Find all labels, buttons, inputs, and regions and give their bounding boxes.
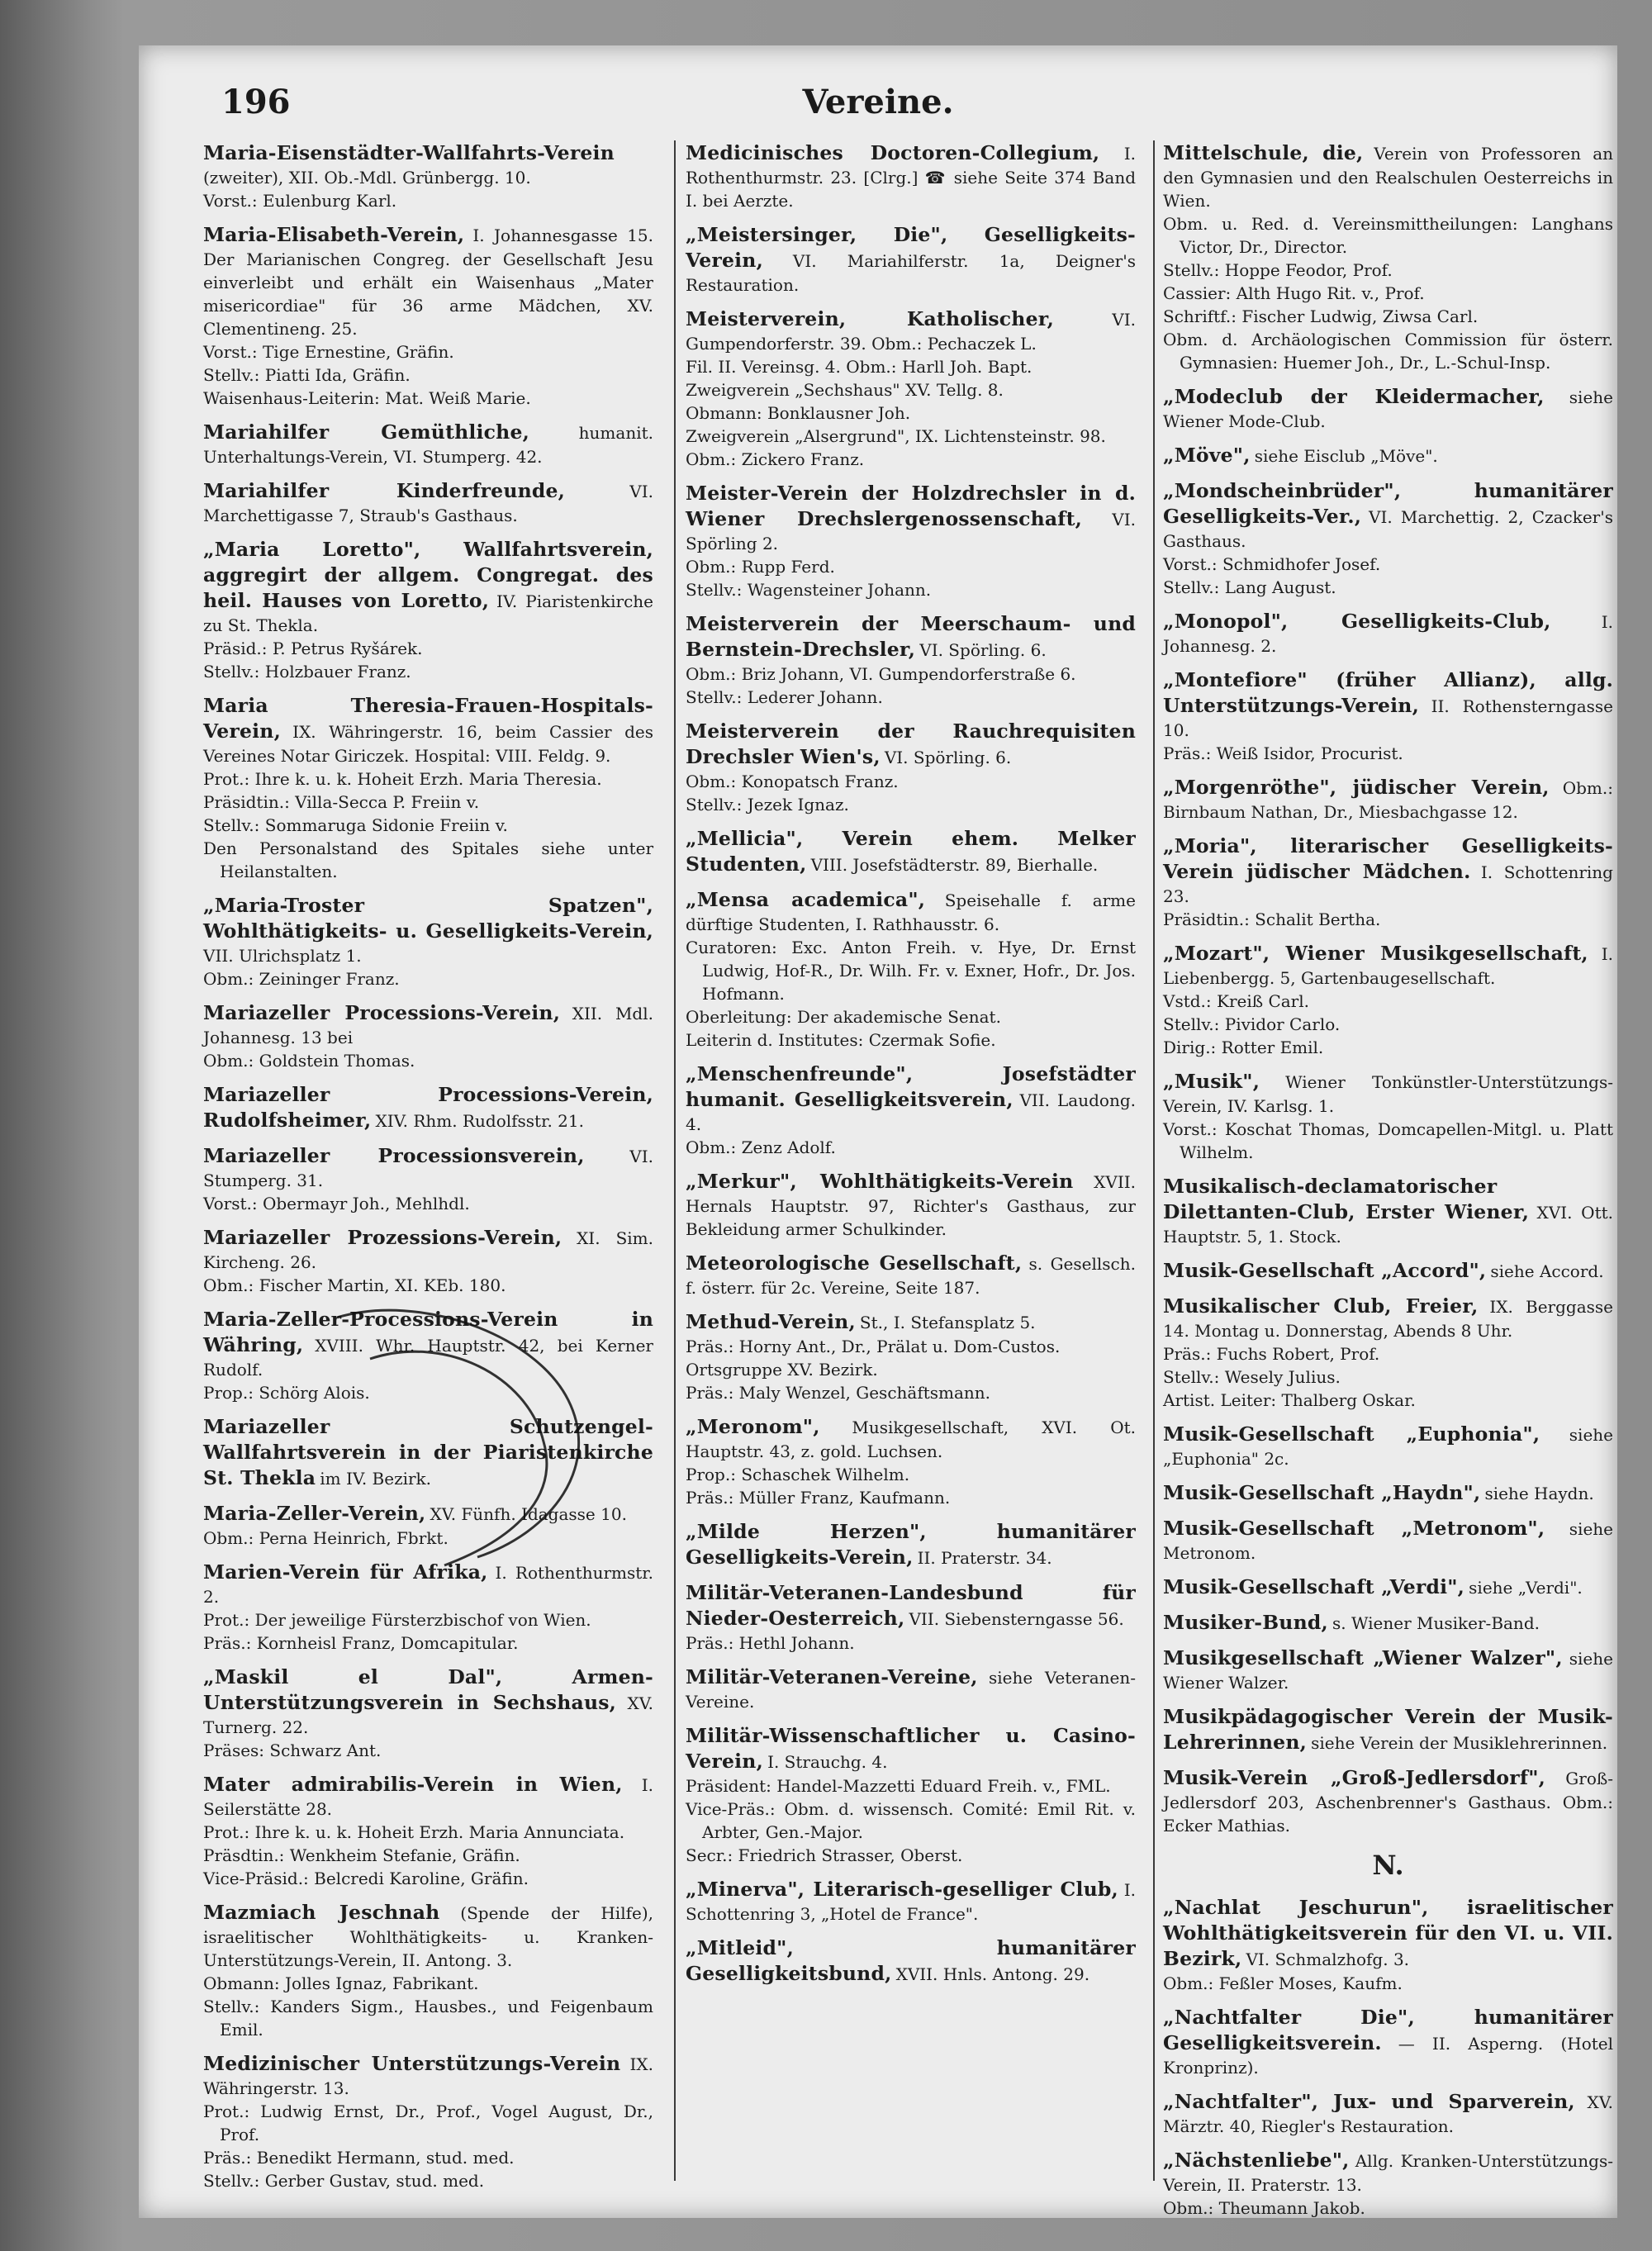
directory-entry — [1163, 941, 1613, 1059]
entry-heading: „Minerva", Literarisch-geselliger Club, — [686, 1878, 1118, 1901]
entry-detail-line: Schriftf.: Fischer Ludwig, Ziwsa Carl. — [1163, 306, 1479, 326]
directory-entry — [1163, 609, 1613, 658]
entry-heading: Meisterverein der Meerschaum- und Bernstein-Drechsler, — [686, 612, 1136, 661]
entry-heading: „Mozart", Wiener Musikgesellschaft, — [1163, 942, 1588, 965]
entry-heading: Medicinisches Doctoren-Collegium, — [686, 141, 1100, 164]
entry-heading: Militär-Veteranen-Vereine, — [686, 1665, 978, 1688]
entry-heading: Medizinischer Unterstützungs-Verein — [203, 2052, 621, 2075]
entry-heading: „Musik", — [1163, 1070, 1260, 1093]
entry-detail-line: Den Personalstand des Spitales siehe unter Heilanstalten. — [203, 838, 653, 881]
directory-entry — [686, 1169, 1136, 1241]
entry-heading: Musik-Gesellschaft „Verdi", — [1163, 1575, 1465, 1598]
entry-detail-line: Vstd.: Kreiß Carl. — [1163, 991, 1309, 1011]
entry-heading: Mariazeller Prozessions-Verein, — [203, 1226, 563, 1249]
directory-entry — [1163, 1574, 1613, 1600]
entry-detail-line: I. Johannesg. 2. — [1163, 612, 1613, 656]
directory-entry — [1163, 384, 1613, 433]
entry-detail-line: Obm.: Konopatsch Franz. — [686, 772, 899, 791]
entry-detail-line: Prot.: Ihre k. u. k. Hoheit Erzh. Maria Theresia. — [203, 769, 602, 789]
entry-detail-line: Groß-Jedlersdorf 203, Aschenbrenner's Gasthaus. Obm.: Ecker Mathias. — [1163, 1769, 1613, 1835]
entry-detail-line: XVII. Hernals Hauptstr. 97, Richter's Gasthaus, zur Bekleidung armer Schulkinder. — [686, 1172, 1136, 1239]
entry-heading: „Montefiore" (früher Allianz), allg. Unterstützungs-Verein, — [1163, 668, 1613, 717]
entry-detail-line: siehe Wiener Walzer. — [1163, 1649, 1613, 1693]
entry-heading: Maria-Zeller-Verein, — [203, 1502, 426, 1525]
entry-heading: „Modeclub der Kleidermacher, — [1163, 385, 1545, 408]
entry-detail-line: XVI. Ott. Hauptstr. 5, 1. Stock. — [1163, 1203, 1613, 1247]
column-rule — [1153, 140, 1155, 2181]
entry-detail-line: Stellv.: Gerber Gustav, stud. med. — [203, 2171, 485, 2191]
entry-detail-line: I. Johannesgasse 15. Der Marianischen Congreg. der Gesellschaft Jesu einverleibt und erhält ein Waisenhaus „Mater misericordiae" für 36 arme Mädchen, XV. Clementineng. 25. — [203, 226, 654, 339]
entry-detail-line: Oberleitung: Der akademische Senat. — [686, 1007, 1001, 1027]
entry-detail-line: Präs.: Kornheisl Franz, Domcapitular. — [203, 1633, 519, 1653]
entry-heading: Musiker-Bund, — [1163, 1611, 1328, 1634]
entry-detail-line: Fil. II. Vereinsg. 4. Obm.: Harll Joh. Bapt. — [686, 357, 1032, 377]
entry-heading: „Nächstenliebe", — [1163, 2149, 1350, 2172]
entry-detail-line: IV. Piaristenkirche zu St. Thekla. — [203, 591, 653, 635]
directory-entry — [686, 611, 1136, 709]
entry-detail-line: Prop.: Schörg Alois. — [203, 1383, 370, 1403]
entry-detail-line: (zweiter), XII. Ob.-Mdl. Grünbergg. 10. — [203, 168, 531, 188]
entry-heading: „Möve", — [1163, 444, 1251, 467]
entry-heading: „Nachtfalter Die", humanitärer Geselligkeitsverein. — [1163, 2006, 1613, 2054]
directory-entry — [686, 1251, 1136, 1299]
entry-detail-line: Obm.: Theumann Jakob. — [1163, 2198, 1365, 2218]
entry-detail-line: I. Schottenring 3, „Hotel de France". — [686, 1880, 1136, 1924]
entry-detail-line: VII. Ulrichsplatz 1. — [203, 946, 362, 966]
entry-detail-line: Ortsgruppe XV. Bezirk. — [686, 1360, 878, 1380]
directory-entry — [1163, 2148, 1613, 2220]
entry-detail-line: St., I. Stefansplatz 5. — [859, 1313, 1036, 1332]
entry-heading: „Nachlat Jeschurun", israelitischer Wohlthätigkeitsverein für den VI. u. VII. Bezirk, — [1163, 1896, 1613, 1970]
entry-detail-line: siehe „Euphonia" 2c. — [1163, 1425, 1613, 1469]
section-letter: N. — [1372, 1850, 1404, 1881]
entry-heading: Musikpädagogischer Verein der Musik-Lehrerinnen, — [1163, 1705, 1613, 1754]
directory-entry — [686, 826, 1136, 877]
entry-detail-line: siehe Metronom. — [1163, 1519, 1613, 1563]
page-number: 196 — [221, 83, 291, 121]
entry-heading: „Meronom", — [686, 1415, 820, 1438]
directory-entry — [203, 1772, 653, 1890]
entry-detail-line: s. Wiener Musiker-Band. — [1332, 1613, 1540, 1633]
entry-detail-line: I. Strauchg. 4. — [767, 1752, 888, 1772]
entry-detail-line: Obm.: Zenz Adolf. — [686, 1137, 836, 1157]
directory-entry — [1163, 1294, 1613, 1412]
entry-detail-line: Stellv.: Kanders Sigm., Hausbes., und Feigenbaum Emil. — [203, 1997, 653, 2040]
directory-entry — [203, 1900, 653, 2041]
entry-detail-line: Obmann: Jolles Ignaz, Fabrikant. — [203, 1973, 479, 1993]
entry-detail-line: XIV. Rhm. Rudolfsstr. 21. — [375, 1111, 584, 1131]
entry-detail-line: IX. Währingerstr. 13. — [203, 2054, 653, 2098]
entry-heading: Militär-Wissenschaftlicher u. Casino-Verein, — [686, 1724, 1136, 1773]
entry-heading: Musikalischer Club, Freier, — [1163, 1294, 1479, 1318]
entry-heading: Militär-Veteranen-Landesbund für Nieder-Oesterreich, — [686, 1581, 1136, 1630]
entry-detail-line: Vorst.: Tige Ernestine, Gräfin. — [203, 342, 454, 362]
entry-detail-line: Stellv.: Lang August. — [1163, 577, 1336, 597]
entry-heading: Mariahilfer Gemüthliche, — [203, 420, 530, 444]
directory-entry — [686, 1935, 1136, 1987]
entry-heading: Mariazeller Processionsverein, — [203, 1144, 585, 1167]
entry-detail-line: Leiterin d. Institutes: Czermak Sofie. — [686, 1030, 996, 1050]
entry-detail-line: Prot.: Ludwig Ernst, Dr., Prof., Vogel August, Dr., Prof. — [203, 2101, 653, 2144]
directory-entry — [686, 719, 1136, 816]
entry-detail-line: XVII. Hnls. Antong. 29. — [895, 1964, 1090, 1984]
entry-heading: „Moria", literarischer Geselligkeits-Verein jüdischer Mädchen. — [1163, 834, 1613, 883]
entry-detail-line: siehe Veteranen-Vereine. — [686, 1668, 1136, 1712]
entry-detail-line: Obm. d. Archäologischen Commission für österr. Gymnasien: Huemer Joh., Dr., L.-Schul-Insp. — [1163, 330, 1613, 373]
entry-detail-line: Vorst.: Eulenburg Karl. — [203, 191, 397, 211]
entry-detail-line: Präs.: Müller Franz, Kaufmann. — [686, 1488, 951, 1508]
entry-heading: Meisterverein, Katholischer, — [686, 307, 1054, 330]
directory-entry — [1163, 1516, 1613, 1565]
entry-heading: „Maskil el Dal", Armen-Unterstützungsverein in Sechshaus, — [203, 1665, 653, 1714]
entry-detail-line: Prop.: Schaschek Wilhelm. — [686, 1465, 910, 1484]
directory-entry — [1163, 667, 1613, 765]
entry-detail-line: Präs.: Maly Wenzel, Geschäftsmann. — [686, 1383, 991, 1403]
directory-entry — [686, 887, 1136, 1052]
entry-detail-line: Stellv.: Sommaruga Sidonie Freiin v. — [203, 815, 508, 835]
directory-entry — [1163, 1610, 1613, 1636]
directory-entry — [686, 1580, 1136, 1655]
directory-entry — [1163, 478, 1613, 599]
entry-detail-line: XV. Turnerg. 22. — [203, 1693, 653, 1737]
entry-detail-line: VI. Schmalzhofg. 3. — [1246, 1949, 1410, 1969]
directory-entry — [203, 537, 653, 683]
entry-heading: Meisterverein der Rauchrequisiten Drechsler Wien's, — [686, 719, 1136, 768]
directory-entry — [1163, 1422, 1613, 1470]
directory-entry — [686, 1519, 1136, 1570]
entry-detail-line: siehe Wiener Mode-Club. — [1163, 387, 1613, 431]
entry-detail-line: Musikgesellschaft, XVI. Ot. Hauptstr. 43, z. gold. Luchsen. — [686, 1418, 1136, 1461]
running-head: Vereine. — [802, 83, 954, 121]
directory-entry — [686, 481, 1136, 601]
entry-detail-line: VI. Spörling. 6. — [884, 748, 1012, 767]
entry-detail-line: XII. Mdl. Johannesg. 13 bei — [203, 1004, 653, 1047]
entry-detail-line: s. Gesellsch. f. österr. für 2c. Vereine, Seite 187. — [686, 1254, 1136, 1298]
entry-heading: „Menschenfreunde", Josefstädter humanit. Geselligkeitsverein, — [686, 1062, 1136, 1111]
entry-detail-line: VI. Stumperg. 31. — [203, 1147, 653, 1190]
entry-detail-line: IX. Berggasse 14. Montag u. Donnerstag, Abends 8 Uhr. — [1163, 1297, 1613, 1341]
entry-detail-line: Obm.: Zickero Franz. — [686, 449, 865, 469]
entry-detail-line: VI. Spörling 2. — [686, 510, 1136, 553]
directory-entry — [1163, 1069, 1613, 1164]
entry-heading: „Nachtfalter", Jux- und Sparverein, — [1163, 2090, 1575, 2113]
entry-detail-line: Zweigverein „Sechshaus" XV. Tellg. 8. — [686, 380, 1004, 400]
entry-detail-line: Präs.: Weiß Isidor, Procurist. — [1163, 743, 1403, 763]
entry-detail-line: humanit. Unterhaltungs-Verein, VI. Stumperg. 42. — [203, 423, 653, 467]
entry-detail-line: — II. Asperng. (Hotel Kronprinz). — [1163, 2034, 1613, 2078]
directory-entry — [686, 1877, 1136, 1926]
directory-entry — [1163, 1174, 1613, 1248]
entry-heading: „Mitleid", humanitärer Geselligkeitsbund, — [686, 1936, 1136, 1985]
entry-detail-line: Obm. u. Red. d. Vereinsmittheilungen: Langhans Victor, Dr., Director. — [1163, 214, 1613, 257]
entry-detail-line: Vorst.: Koschat Thomas, Domcapellen-Mitgl. u. Platt Wilhelm. — [1163, 1119, 1613, 1162]
entry-detail-line: Vice-Präs.: Obm. d. wissensch. Comité: Emil Rit. v. Arbter, Gen.-Major. — [686, 1799, 1136, 1842]
entry-detail-line: Stellv.: Wagensteiner Johann. — [686, 580, 932, 600]
entry-detail-line: Dirig.: Rotter Emil. — [1163, 1038, 1324, 1057]
entry-detail-line: VIII. Josefstädterstr. 89, Bierhalle. — [810, 855, 1099, 875]
entry-detail-line: Stellv.: Hoppe Feodor, Prof. — [1163, 260, 1393, 280]
directory-entry — [1163, 833, 1613, 931]
entry-detail-line: I. Schottenring 23. — [1163, 862, 1613, 906]
entry-heading: „Merkur", Wohlthätigkeits-Verein — [686, 1170, 1074, 1193]
entry-detail-line: Prot.: Der jeweilige Fürsterzbischof von Wien. — [203, 1610, 591, 1630]
entry-heading: Methud-Verein, — [686, 1310, 856, 1333]
entry-heading: Musik-Gesellschaft „Metronom", — [1163, 1517, 1545, 1540]
entry-detail-line: II. Praterstr. 34. — [917, 1548, 1052, 1568]
directory-entry — [203, 420, 653, 468]
column-1 — [203, 140, 653, 2189]
entry-detail-line: Präsidtin.: Villa-Secca P. Freiin v. — [203, 792, 480, 812]
entry-detail-line: VI. Marchettig. 2, Czacker's Gasthaus. — [1163, 507, 1614, 551]
directory-entry — [686, 1665, 1136, 1713]
entry-detail-line: Präsident: Handel-Mazzetti Eduard Freih. v., FML. — [686, 1776, 1111, 1796]
directory-entry — [203, 893, 653, 990]
entry-heading: Mariazeller Processions-Verein, Rudolfsheimer, — [203, 1083, 653, 1132]
directory-entry — [203, 140, 653, 212]
entry-detail-line: I. Seilerstätte 28. — [203, 1775, 653, 1819]
entry-detail-line: (Spende der Hilfe), israelitischer Wohlthätigkeits- u. Kranken-Unterstützungs-Verein, II. Antong. 3. — [203, 1903, 653, 1970]
entry-detail-line: Curatoren: Exc. Anton Freih. v. Hye, Dr. Ernst Ludwig, Hof-R., Dr. Wilh. Fr. v. Exner, Hofr., Dr. Jos. Hofmann. — [686, 938, 1136, 1004]
entry-heading: Musik-Gesellschaft „Accord", — [1163, 1259, 1487, 1282]
directory-entry — [203, 693, 653, 883]
entry-detail-line: Stellv.: Wesely Julius. — [1163, 1367, 1341, 1387]
entry-detail-line: XI. Sim. Kircheng. 26. — [203, 1228, 653, 1272]
directory-entry — [1163, 2089, 1613, 2138]
entry-detail-line: VI. Mariahilferstr. 1a, Deigner's Restauration. — [686, 251, 1136, 295]
directory-entry — [686, 1061, 1136, 1159]
directory-entry — [686, 1723, 1136, 1867]
entry-detail-line: Stellv.: Pividor Carlo. — [1163, 1014, 1341, 1034]
directory-entry — [1163, 2005, 1613, 2079]
entry-detail-line: II. Rothensterngasse 10. — [1163, 696, 1613, 740]
entry-heading: „Milde Herzen", humanitärer Geselligkeits-Verein, — [686, 1520, 1136, 1569]
entry-detail-line: Vorst.: Obermayr Joh., Mehlhdl. — [203, 1194, 470, 1213]
entry-heading: Musik-Verein „Groß-Jedlersdorf", — [1163, 1766, 1546, 1789]
entry-heading: „Maria-Troster Spatzen", Wohlthätigkeits- u. Geselligkeits-Verein, — [203, 894, 653, 943]
entry-detail-line: Stellv.: Lederer Johann. — [686, 687, 883, 707]
directory-entry — [686, 306, 1136, 471]
entry-detail-line: Obm.: Zeininger Franz. — [203, 969, 400, 989]
entry-detail-line: Verein von Professoren an den Gymnasien und den Realschulen Oesterreichs in Wien. — [1163, 144, 1614, 211]
entry-heading: Maria-Eisenstädter-Wallfahrts-Verein — [203, 141, 615, 164]
entry-detail-line: Obmann: Bonklausner Joh. — [686, 403, 911, 423]
entry-detail-line: siehe Accord. — [1490, 1261, 1604, 1281]
entry-detail-line: Präs.: Horny Ant., Dr., Prälat u. Dom-Custos. — [686, 1337, 1061, 1356]
directory-entry — [1163, 1895, 1613, 1995]
column-2 — [686, 140, 1136, 2189]
entry-detail-line: XV. Fünfh. Idagasse 10. — [430, 1504, 627, 1524]
entry-detail-line: XVIII. Whr. Hauptstr. 42, bei Kerner Rudolf. — [203, 1336, 653, 1380]
entry-heading: „Mellicia", Verein ehem. Melker Studenten, — [686, 827, 1136, 876]
entry-detail-line: Obm.: Perna Heinrich, Fbrkt. — [203, 1528, 449, 1548]
directory-entry — [1163, 1704, 1613, 1755]
directory-entry — [203, 1143, 653, 1215]
directory-entry — [1163, 775, 1613, 824]
entry-heading: Mazmiach Jeschnah — [203, 1901, 440, 1924]
entry-heading: Musikalisch-declamatorischer Dilettanten-Club, Erster Wiener, — [1163, 1175, 1530, 1223]
entry-detail-line: Obm.: Rupp Ferd. — [686, 557, 835, 577]
entry-detail-line: VII. Laudong. 4. — [686, 1090, 1136, 1134]
entry-detail-line: I. Liebenbergg. 5, Gartenbaugesellschaft. — [1163, 944, 1614, 988]
directory-entry — [1163, 1480, 1613, 1506]
entry-heading: „Monopol", Geselligkeits-Club, — [1163, 610, 1551, 633]
entry-detail-line: Obm.: Birnbaum Nathan, Dr., Miesbachgasse 12. — [1163, 778, 1613, 822]
entry-detail-line: Secr.: Friedrich Strasser, Oberst. — [686, 1845, 963, 1865]
entry-heading: Musikgesellschaft „Wiener Walzer", — [1163, 1646, 1563, 1669]
entry-heading: Mariazeller Processions-Verein, — [203, 1001, 561, 1024]
entry-heading: Maria Theresia-Frauen-Hospitals-Verein, — [203, 694, 653, 743]
entry-detail-line: Präsidtin.: Schalit Bertha. — [1163, 909, 1381, 929]
entry-heading: Meteorologische Gesellschaft, — [686, 1251, 1023, 1275]
entry-heading: Mariahilfer Kinderfreunde, — [203, 479, 566, 502]
entry-detail-line: im IV. Bezirk. — [320, 1469, 432, 1489]
entry-heading: Marien-Verein für Afrika, — [203, 1560, 488, 1584]
entry-detail-line: Vice-Präsid.: Belcredi Karoline, Gräfin. — [203, 1869, 529, 1888]
entry-detail-line: IX. Währingerstr. 16, beim Cassier des Vereines Notar Giriczek. Hospital: VIII. Feldg. 9. — [203, 722, 653, 766]
entry-detail-line: I. Rothenthurmstr. 23. [Clrg.] ☎ siehe Seite 374 Band I. bei Aerzte. — [686, 144, 1136, 211]
directory-entry — [203, 1082, 653, 1133]
entry-detail-line: Präs.: Benedikt Hermann, stud. med. — [203, 2148, 515, 2168]
entry-detail-line: Präs.: Hethl Johann. — [686, 1633, 855, 1653]
directory-entry — [1163, 1646, 1613, 1694]
entry-detail-line: Obm.: Feßler Moses, Kaufm. — [1163, 1973, 1403, 1993]
entry-detail-line: VII. Siebensterngasse 56. — [909, 1609, 1124, 1629]
entry-heading: „Mensa academica", — [686, 888, 926, 911]
entry-heading: Musik-Gesellschaft „Haydn", — [1163, 1481, 1481, 1504]
entry-detail-line: Waisenhaus-Leiterin: Mat. Weiß Marie. — [203, 388, 531, 408]
entry-detail-line: Vorst.: Schmidhofer Josef. — [1163, 554, 1381, 574]
entry-detail-line: Stellv.: Piatti Ida, Gräfin. — [203, 365, 411, 385]
entry-detail-line: VI. Marchettigasse 7, Straub's Gasthaus. — [203, 482, 653, 525]
entry-detail-line: Stellv.: Jezek Ignaz. — [686, 795, 849, 814]
entry-detail-line: VI. Spörling. 6. — [919, 640, 1047, 660]
directory-entry — [203, 2051, 653, 2192]
entry-heading: „Meistersinger, Die", Geselligkeits-Verein, — [686, 223, 1136, 272]
entry-detail-line: I. Rothenthurmstr. 2. — [203, 1563, 653, 1607]
entry-heading: Maria-Elisabeth-Verein, — [203, 223, 465, 246]
directory-entry — [203, 1665, 653, 1762]
pen-scribble-mark — [320, 1285, 667, 1582]
entry-detail-line: XV. Märztr. 40, Riegler's Restauration. — [1163, 2092, 1613, 2136]
entry-detail-line: siehe „Verdi". — [1469, 1578, 1583, 1598]
entry-detail-line: Allg. Kranken-Unterstützungs-Verein, II. Praterstr. 13. — [1163, 2151, 1613, 2195]
entry-heading: Maria-Zeller-Processions-Verein in Währing, — [203, 1308, 653, 1356]
directory-entry — [1163, 1258, 1613, 1284]
directory-entry — [686, 1309, 1136, 1404]
entry-detail-line: Speisehalle f. arme dürftige Studenten, I. Rathhausstr. 6. — [686, 890, 1136, 934]
entry-heading: Musik-Gesellschaft „Euphonia", — [1163, 1422, 1540, 1446]
entry-detail-line: Cassier: Alth Hugo Rit. v., Prof. — [1163, 283, 1425, 303]
entry-detail-line: siehe Eisclub „Möve". — [1254, 446, 1438, 466]
directory-entry — [686, 222, 1136, 297]
entry-detail-line: Präs.: Fuchs Robert, Prof. — [1163, 1344, 1380, 1364]
directory-entry — [686, 1414, 1136, 1509]
entry-detail-line: siehe Verein der Musiklehrerinnen. — [1311, 1733, 1608, 1753]
column-rule — [674, 140, 676, 2181]
entry-heading: Mariazeller Schutzengel-Wallfahrtsverein in der Piaristenkirche St. Thekla — [203, 1415, 653, 1489]
directory-entry — [1163, 443, 1613, 468]
directory-entry — [203, 1000, 653, 1072]
entry-heading: Mittelschule, die, — [1163, 141, 1364, 164]
directory-entry — [203, 478, 653, 527]
entry-detail-line: Obm.: Fischer Martin, XI. KEb. 180. — [203, 1275, 506, 1295]
entry-heading: „Maria Loretto", Wallfahrtsverein, aggregirt der allgem. Congregat. des heil. Hauses von Loretto, — [203, 538, 653, 612]
entry-detail-line: Wiener Tonkünstler-Unterstützungs-Verein, IV. Karlsg. 1. — [1163, 1072, 1613, 1116]
entry-detail-line: siehe Haydn. — [1484, 1484, 1594, 1503]
directory-entry — [1163, 1765, 1613, 1837]
directory-entry — [203, 222, 653, 410]
entry-heading: „Morgenröthe", jüdischer Verein, — [1163, 776, 1550, 799]
column-3 — [1163, 140, 1614, 2218]
entry-detail-line: Stellv.: Holzbauer Franz. — [203, 662, 411, 681]
entry-heading: Mater admirabilis-Verein in Wien, — [203, 1773, 623, 1796]
entry-detail-line: Präsdtin.: Wenkheim Stefanie, Gräfin. — [203, 1845, 520, 1865]
entry-detail-line: Obm.: Briz Johann, VI. Gumpendorferstraße 6. — [686, 664, 1076, 684]
entry-detail-line: VI. Gumpendorferstr. 39. Obm.: Pechaczek L. — [686, 310, 1136, 354]
entry-heading: Meister-Verein der Holzdrechsler in d. Wiener Drechslergenossenschaft, — [686, 482, 1136, 530]
directory-entry — [686, 140, 1136, 212]
entry-detail-line: Präses: Schwarz Ant. — [203, 1740, 382, 1760]
entry-detail-line: Artist. Leiter: Thalberg Oskar. — [1163, 1390, 1416, 1410]
entry-detail-line: Obm.: Goldstein Thomas. — [203, 1051, 415, 1071]
entry-detail-line: Zweigverein „Alsergrund", IX. Lichtensteinstr. 98. — [686, 426, 1106, 446]
entry-detail-line: Präsid.: P. Petrus Ryšárek. — [203, 639, 423, 658]
directory-entry — [1163, 140, 1613, 374]
entry-detail-line: Prot.: Ihre k. u. k. Hoheit Erzh. Maria Annunciata. — [203, 1822, 625, 1842]
entry-heading: „Mondscheinbrüder", humanitärer Geselligkeits-Ver., — [1163, 479, 1613, 528]
document-page — [139, 45, 1617, 2218]
